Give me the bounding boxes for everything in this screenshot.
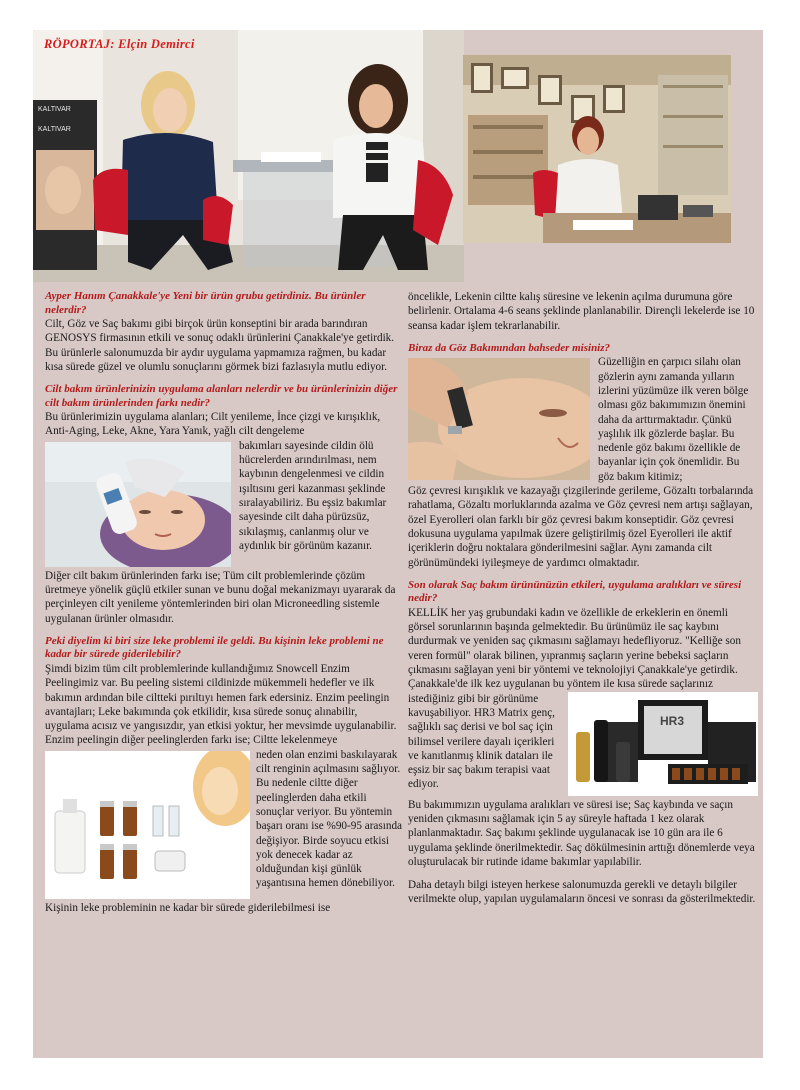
article-byline: RÖPORTAJ: Elçin Demirci (44, 37, 195, 51)
question-2: Cilt bakım ürünlerinizin uygulama alanları nelerdir ve bu ürünlerinizin diğer cilt bakım ürünlerinden farkı nedir? (45, 383, 398, 409)
closing-note: Daha detaylı bilgi isteyen herkese salonumuzda gerekli ve detaylı bilgiler verilmekte olup, yapılan uygulamaların öncesi ve sonrası da gösterilmektedir. (408, 879, 756, 906)
answer-3a: Şimdi bizim tüm cilt problemlerinde kullandığımız Snowcell Enzim Peelingimiz var. Bu peeling sistemi cildinizde mükemmeli hedefler ve ilk bakımın ardından bile ciltteki pırıltıyı hemen fark edersiniz. Enzim peelingin avantajları; Leke bakımında çok etkilidir, kısa sürede sonuç alınabilir, uygulama acısız ve yangısızdır, yan etkisi yoktur, her mevsimde uygulanabilir. (45, 662, 397, 733)
answer-5a: KELLİK her yaş grubundaki kadın ve özellikle de erkeklerin en önemli görsel sorunlarının başında gelmektedir. Bu ürünümüz ile saç kaybını durdurmak ve yeniden saç çıkmasını sağlamayı hedefliyoruz. "Kelliğe son veren formül" olarak bilinen, yıpranmış saçların yerine bebeksi saçların çıkmasını sağlayan yeni bir yöntemi ve teknolojiyi Çanakkale'ye getirdik. Çanakkale'de ilk kez uygulanan bu yöntem ile kısa sürede saçlarınız (408, 606, 741, 691)
answer-4b: Göz çevresi kırışıklık ve kazayağı çizgilerinde gerileme, Gözaltı torbalarında rahatlama, Gözaltı morluklarında azalma ve Göz çevresi nem artışı sağlayan, özel Eyerolleri olan farklı bir göz çevresi bakım konseptidir. Göz çevresi dokusuna uygulama yapılmak üzere geliştirilmiş özel Eyerolleri ile aktif içeriklerin doğru noktalara gönderilmesini sağlar. Aynı zamanda cilt görünümündeki iyileşmeye de yardımcı olmaktadır. (408, 485, 754, 569)
answer-4-float: Güzelliğin en çarpıcı silahı olan gözlerin aynı zamanda yılların izlerini yüzümüze ilk veren bölge olması göz bakımımızın önemini daha da arttırmaktadır. Çünkü yaşlılık ilk gözlerde başlar. Bu nedenle göz bakımı özellikle de bayanlar için çok önemlidir. Bu göz bakım kitimiz; (598, 356, 749, 483)
interview-photo (33, 30, 464, 282)
hr3-box-label: HR3 (660, 713, 685, 728)
answer-3-continued: öncelikle, Lekenin ciltte kalış süresine ve lekenin açılma durumuna göre belirlenir. Ortalama 4-6 seans şeklinde planlanabilir. Dirençli lekelerde ise 10 seansa kadar işlem tekrarlanabilir. (408, 291, 755, 332)
question-5: Son olarak Saç bakım ürününüzün etkileri, uygulama aralıkları ve süresi nedir? (408, 578, 742, 605)
answer-5-float: istediğiniz gibi bir görünüme kavuşabiliyor. HR3 Matrix genç, sağlıklı saç derisi ve bol saç için bilimsel verilere dayalı içerikleri ve kanıtlanmış klinik dataları ile eşsiz bir saç bakım terapisi vaat ediyor. (408, 692, 555, 791)
answer-1: Cilt, Göz ve Saç bakımı gibi birçok ürün konseptini bir arada barındıran GENOSYS firmasının etkili ve sonuç odaklı ürünlerini Çanakkale'ye getirdik. Bu ürünlerle salonumuzda bir aydır uygulama yapmamıza rağmen, bu kadar kısa sürede güzel ve olumlu sonuçlarını görmek bizi fazlasıyla mutlu ediyor. (45, 318, 395, 373)
hair-care-products-photo (568, 692, 758, 796)
answer-3b-lead: Enzim peelingin diğer peelinglerden farkı ise; Ciltte lekelenmeye (45, 734, 338, 747)
banner-text-top: KALTIVAR (38, 106, 71, 113)
right-column (408, 290, 758, 907)
banner-text-mid: KALTIVAR (38, 126, 71, 133)
enzyme-products-photo (45, 751, 250, 899)
question-1: Ayper Hanım Çanakkale'ye Yeni bir ürün grubu getirdiniz. Bu ürünler nelerdir? (45, 290, 366, 316)
answer-2-lead: Bu ürünlerimizin uygulama alanları; Cilt yenileme, İnce çizgi ve kırışıklık, Anti-Aging, Leke, Akne, Yara Yanık, yağlı cilt dengeleme (45, 411, 381, 438)
left-column (45, 290, 403, 915)
question-4: Biraz da Göz Bakımından bahseder misiniz? (408, 341, 611, 354)
answer-2-float: bakımları sayesinde cildin ölü hücrelerden arındırılması, nem kaybının dengelenmesi ve cildin ışıltısını geri kazanması şeklinde sıralayabiliriz. Bu eşsiz bakımlar sayesinde cilt daha pürüzsüz, sıkılaşmış, canlanmış olur ve aydınlık bir görünüm kazanır. (239, 439, 387, 552)
answer-2b: Diğer cilt bakım ürünlerinden farkı ise; Tüm cilt problemlerinde çözüm üretmeye yönelik güçlü etkiler sunan ve bunu doğal mekanizmayı uyararak da perçinleyen cilt yenileme yöntemlerinden biri olan Microneedling sistemle uygulanan ürünler olmasıdır. (45, 569, 396, 625)
question-3: Peki diyelim ki biri size leke problemi ile geldi. Bu kişinin leke problemi ne kadar bir sürede giderilebilir? (45, 634, 384, 661)
answer-3b-float: neden olan enzimi baskılayarak cilt renginin açılmasını sağlıyor. Bu nedenle ciltte diğer peelinglerden daha etkili sonuçlar veriyor. Bu yöntemin başarı oranı ise %90-95 arasında değişiyor. Birde soyucu etkisi yok denecek kadar az olduğundan kişi günlük yaşantısına hemen dönebiliyor. (256, 748, 403, 890)
answer-3c: Kişinin leke probleminin ne kadar bir sürede giderilebilmesi ise (45, 901, 331, 914)
microneedling-photo (45, 442, 231, 567)
answer-5b: Bu bakımımızın uygulama aralıkları ve süresi ise; Saç kaybında ve saçın yeniden çıkmasını sağlamak için 5 ay süreyle haftada 1 kez olarak planlanmaktadır. Saç bakımı şeklinde uygulanacak ise 10 gün ara ile 6 uygulama şeklinde önerilmektedir. Saç dökülmesinin arttığı dönemlerde veya oluşturulacak bir rutinde idame bakımlar yapılabilir. (408, 798, 755, 868)
office-photo (463, 55, 731, 243)
eye-care-photo (408, 358, 590, 480)
